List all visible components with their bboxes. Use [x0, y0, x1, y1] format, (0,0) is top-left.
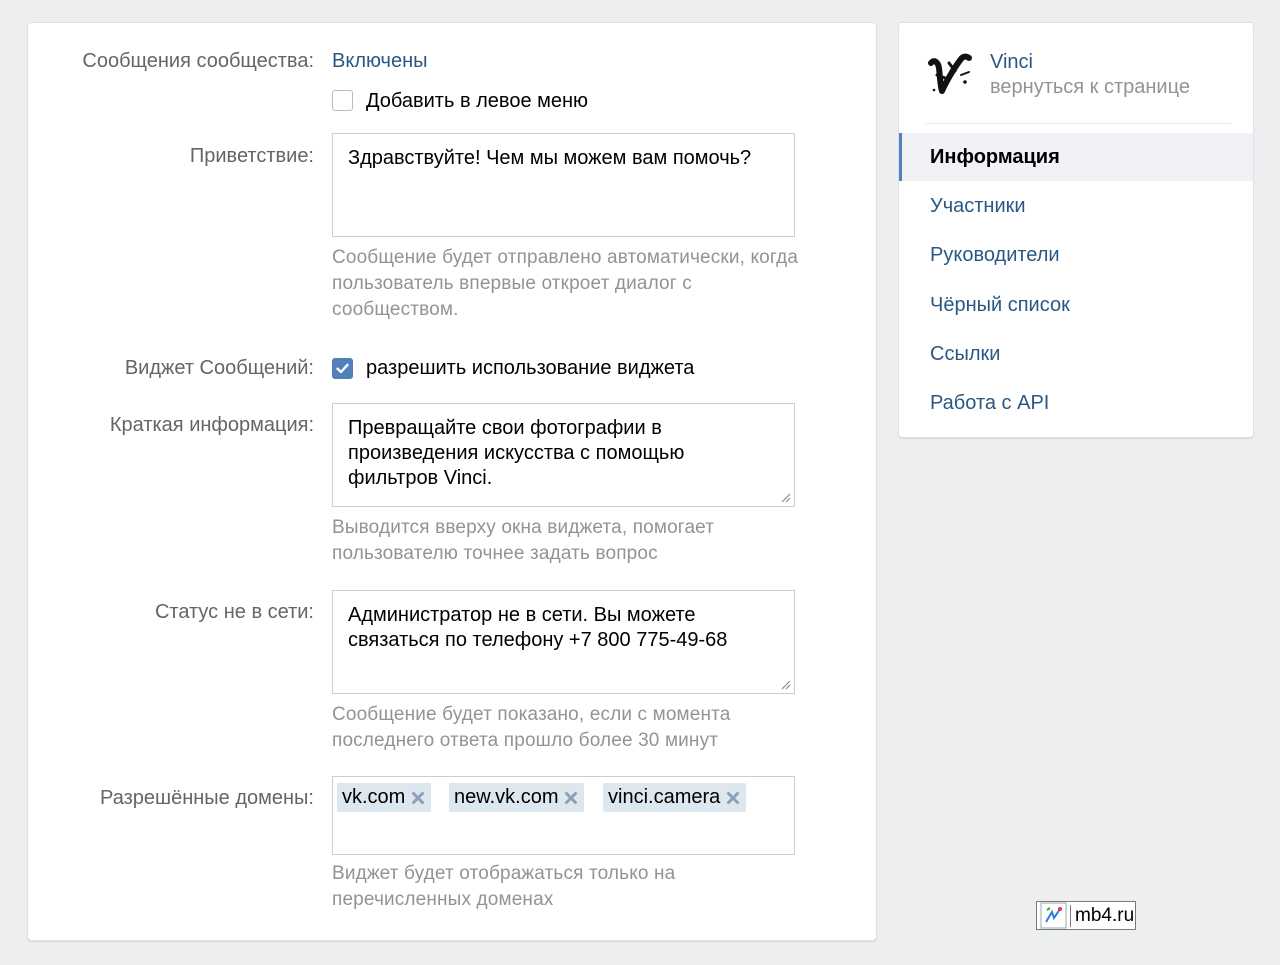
watermark-logo-icon: [1040, 902, 1068, 929]
greeting-hint-line: пользователь впервые откроет диалог с: [332, 273, 692, 294]
offline-status-hint: [332, 702, 730, 754]
sidebar-item-info[interactable]: Информация: [899, 133, 1253, 181]
short-info-hint: [332, 515, 714, 567]
domains-tag-input[interactable]: [332, 776, 795, 855]
community-messages-label: Сообщения сообщества:: [82, 50, 314, 72]
widget-label: Виджет Сообщений:: [124, 357, 314, 379]
short-info-text-line: фильтров Vinci.: [348, 467, 493, 489]
back-to-page-link[interactable]: вернуться к странице: [990, 76, 1190, 98]
domain-tag: [337, 783, 431, 812]
greeting-hint-line: сообществом.: [332, 299, 459, 320]
resize-handle-icon[interactable]: [781, 680, 791, 690]
sidebar-item-blacklist[interactable]: Чёрный список: [930, 294, 1070, 316]
widget-checkbox-label[interactable]: разрешить использование виджета: [366, 357, 695, 379]
offline-status-text-line: Администратор не в сети. Вы можете: [348, 604, 696, 626]
allowed-domains-label: Разрешённые домены:: [100, 787, 314, 809]
vinci-logo-icon: [925, 45, 975, 101]
offline-status-label: Статус не в сети:: [154, 601, 314, 623]
remove-tag-icon[interactable]: [725, 790, 741, 806]
watermark-badge: [1036, 901, 1136, 930]
domain-tag-label: new.vk.com: [454, 786, 559, 808]
sidebar-item-api[interactable]: Работа с API: [930, 392, 1050, 414]
widget-checkbox[interactable]: [332, 358, 353, 379]
settings-panel: [27, 22, 877, 941]
sidebar-item-members[interactable]: Участники: [930, 195, 1026, 217]
watermark-text: mb4.ru: [1070, 905, 1134, 927]
offline-status-text-line: связаться по телефону +7 800 775-49-68: [348, 629, 728, 651]
sidebar: [898, 22, 1254, 438]
offline-status-hint-line: Сообщение будет показано, если с момента: [332, 704, 731, 725]
domain-tag: [449, 783, 584, 812]
allowed-domains-hint-line: перечисленных доменах: [332, 889, 554, 910]
resize-handle-icon[interactable]: [781, 493, 791, 503]
community-name-link[interactable]: Vinci: [990, 51, 1033, 73]
greeting-hint: [332, 245, 798, 323]
greeting-textarea[interactable]: [332, 133, 795, 237]
allowed-domains-hint: [332, 861, 675, 913]
sidebar-item-managers[interactable]: Руководители: [930, 244, 1060, 266]
domain-tag-label: vk.com: [342, 786, 406, 808]
domain-tag-label: vinci.camera: [608, 786, 721, 808]
add-left-menu-label[interactable]: Добавить в левое меню: [366, 90, 589, 112]
short-info-hint-line: пользователю точнее задать вопрос: [332, 543, 658, 564]
check-icon: [333, 359, 352, 378]
short-info-label: Краткая информация:: [109, 414, 314, 436]
sidebar-item-links[interactable]: Ссылки: [930, 343, 1001, 365]
remove-tag-icon[interactable]: [410, 790, 426, 806]
short-info-text-line: произведения искусства с помощью: [348, 442, 685, 464]
offline-status-textarea[interactable]: [332, 590, 795, 694]
domain-tag: [603, 783, 746, 812]
greeting-hint-line: Сообщение будет отправлено автоматически, когда: [332, 247, 799, 268]
community-avatar[interactable]: [925, 45, 975, 101]
divider: [925, 123, 1231, 124]
allowed-domains-hint-line: Виджет будет отображаться только на: [332, 863, 676, 884]
offline-status-hint-line: последнего ответа прошло более 30 минут: [332, 730, 719, 751]
short-info-hint-line: Выводится вверху окна виджета, помогает: [332, 517, 715, 538]
community-messages-status-link[interactable]: Включены: [332, 50, 428, 72]
add-left-menu-checkbox[interactable]: [332, 90, 353, 111]
remove-tag-icon[interactable]: [563, 790, 579, 806]
short-info-text-line: Превращайте свои фотографии в: [348, 417, 662, 439]
greeting-text: Здравствуйте! Чем мы можем вам помочь?: [348, 147, 752, 169]
short-info-textarea[interactable]: [332, 403, 795, 507]
greeting-label: Приветствие:: [189, 145, 314, 167]
